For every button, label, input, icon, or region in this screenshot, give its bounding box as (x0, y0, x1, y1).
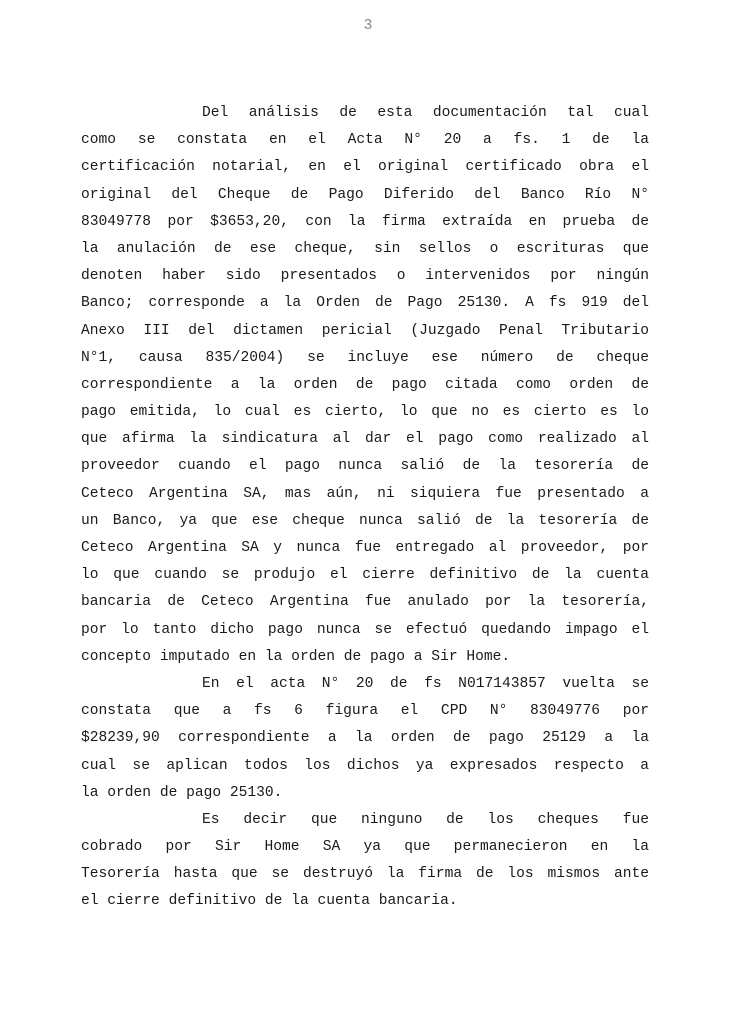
text-line: En el acta N° 20 de fs N017143857 vuelta se (202, 675, 649, 692)
text-line: la anulación de ese cheque, sin sellos o escrituras que (81, 240, 649, 257)
text-line: original del Cheque de Pago Diferido del Banco Río N° (81, 186, 649, 203)
text-line: un Banco, ya que ese cheque nunca salió de la tesorería de (81, 512, 649, 529)
paragraph-3 (81, 807, 649, 916)
text-line: Es decir que ninguno de los cheques fue (202, 811, 649, 828)
text-line: N°1, causa 835/2004) se incluye ese número de cheque (81, 349, 649, 366)
text-line: 83049778 por $3653,20, con la firma extraída en prueba de (81, 213, 649, 230)
text-line: Anexo III del dictamen pericial (Juzgado Penal Tributario (81, 322, 649, 339)
text-line: bancaria de Ceteco Argentina fue anulado por la tesorería, (81, 594, 649, 611)
document-body (81, 100, 649, 916)
text-line: constata que a fs 6 figura el CPD N° 83049776 por (81, 703, 649, 720)
text-line: Tesorería hasta que se destruyó la firma de los mismos ante (81, 866, 649, 883)
text-line: Del análisis de esta documentación tal cual (202, 105, 649, 121)
paragraph-1 (81, 100, 649, 671)
text-line: Banco; corresponde a la Orden de Pago 25130. A fs 919 del (81, 295, 649, 312)
text-line: $28239,90 correspondiente a la orden de pago 25129 a la (81, 730, 649, 747)
text-line: denoten haber sido presentados o intervenidos por ningún (81, 268, 649, 285)
text-line: proveedor cuando el pago nunca salió de la tesorería de (81, 458, 649, 475)
paragraph-2 (81, 671, 649, 807)
text-line: correspondiente a la orden de pago citada como orden de (81, 376, 649, 393)
text-line: el cierre definitivo de la cuenta bancaria. (81, 893, 458, 910)
text-line: certificación notarial, en el original certificado obra el (81, 159, 649, 176)
text-line: como se constata en el Acta N° 20 a fs. 1 de la (81, 132, 649, 149)
text-line: lo que cuando se produjo el cierre definitivo de la cuenta (81, 567, 649, 584)
page-number: 3 (363, 17, 373, 34)
text-line: Ceteco Argentina SA y nunca fue entregado al proveedor, por (81, 540, 649, 556)
text-line: cual se aplican todos los dichos ya expresados respecto a (81, 757, 649, 774)
text-line: pago emitida, lo cual es cierto, lo que no es cierto es lo (81, 404, 649, 421)
text-line: por lo tanto dicho pago nunca se efectuó quedando impago el (81, 621, 649, 638)
text-line: que afirma la sindicatura al dar el pago como realizado al (81, 431, 649, 448)
text-line: la orden de pago 25130. (81, 784, 283, 801)
text-line: Ceteco Argentina SA, mas aún, ni siquiera fue presentado a (81, 485, 649, 502)
text-line: cobrado por Sir Home SA ya que permanecieron en la (81, 839, 649, 856)
text-line: concepto imputado en la orden de pago a Sir Home. (81, 648, 511, 665)
